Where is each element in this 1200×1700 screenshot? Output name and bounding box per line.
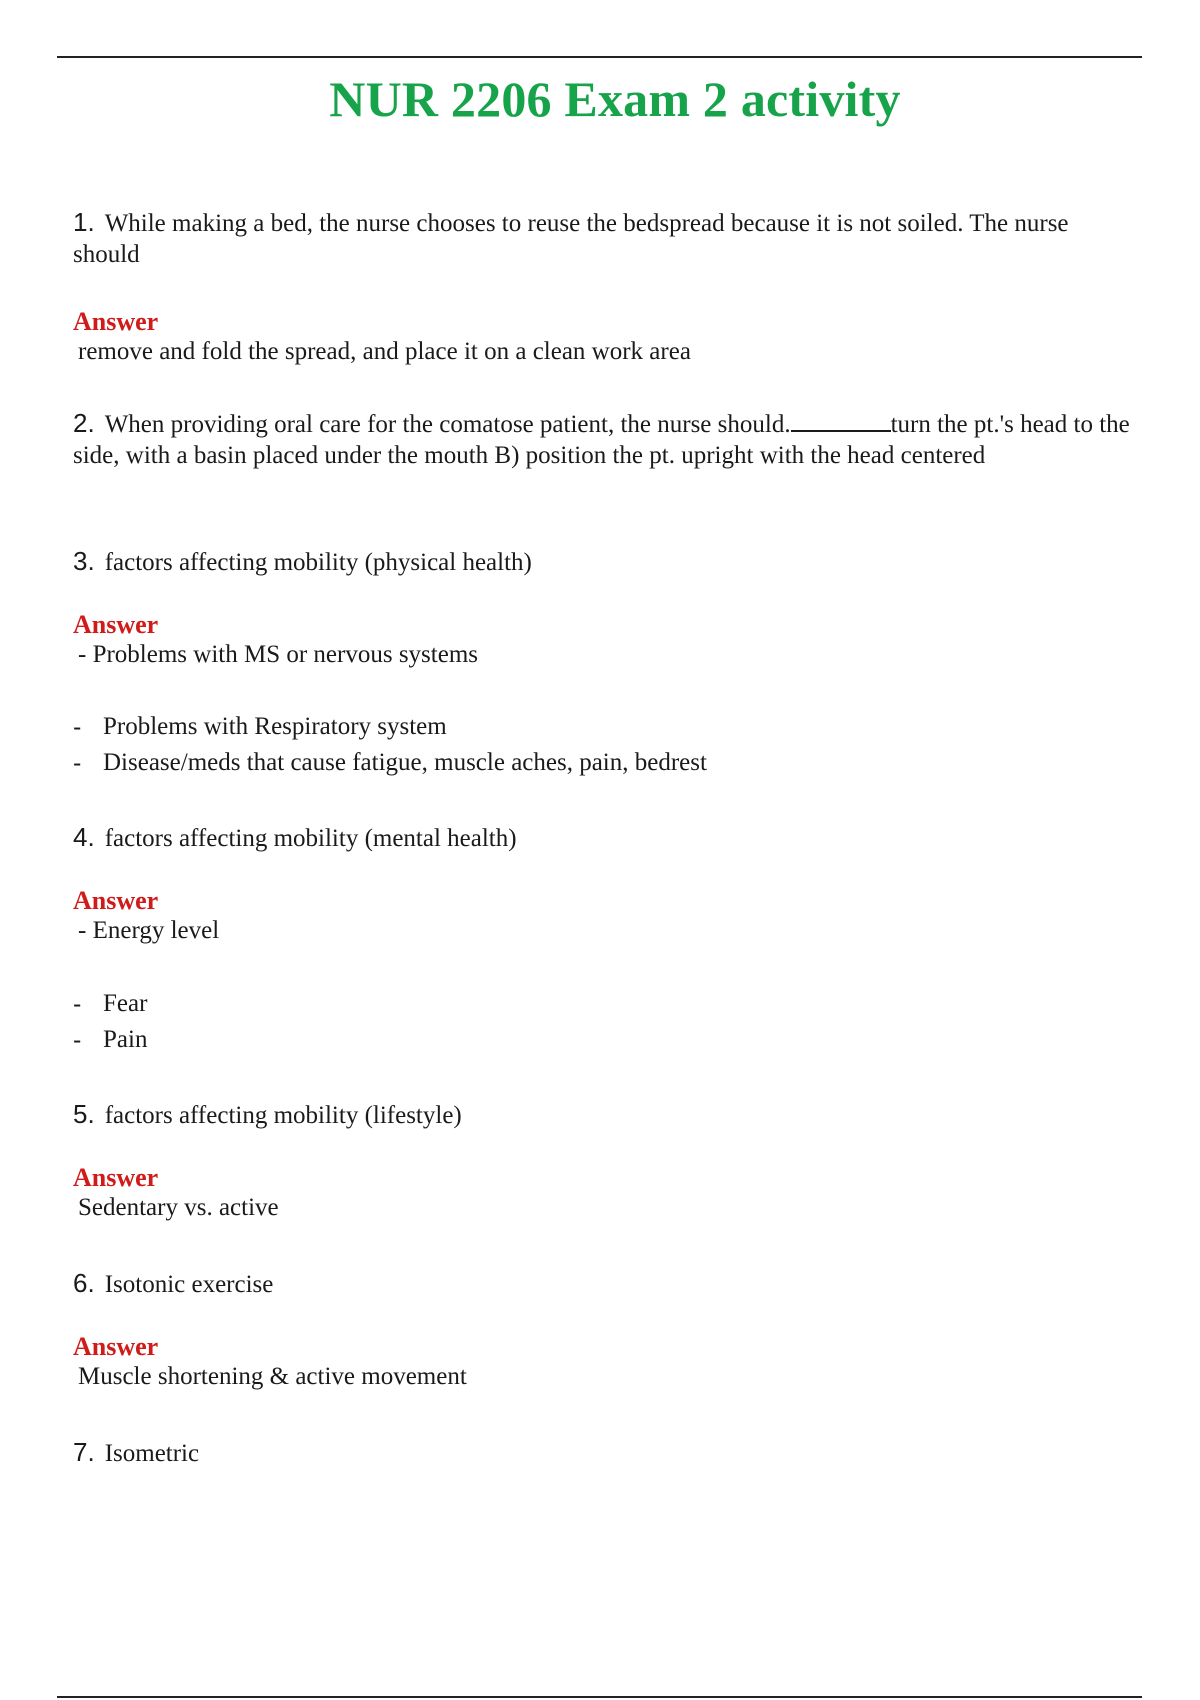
answer-text: - Problems with MS or nervous systems xyxy=(78,641,478,668)
question-6 xyxy=(73,1268,1133,1300)
answer-5 xyxy=(73,1163,1133,1223)
list-item xyxy=(73,709,1133,745)
answer-label: Answer xyxy=(73,1163,159,1192)
list-item xyxy=(73,745,1133,781)
answer-3 xyxy=(73,610,1133,670)
bullet-list xyxy=(73,709,1133,781)
fill-in-blank xyxy=(791,408,891,432)
question-number: 6. xyxy=(73,1268,95,1298)
answer-label: Answer xyxy=(73,886,159,915)
answer-label: Answer xyxy=(73,610,159,639)
top-rule xyxy=(57,56,1142,58)
answer-text: Sedentary vs. active xyxy=(78,1194,279,1221)
question-1-text xyxy=(73,207,1133,270)
document-title: NUR 2206 Exam 2 activity xyxy=(329,71,901,127)
dash-marker: - xyxy=(73,713,82,741)
question-prompt: When providing oral care for the comatose patient, the nurse should. xyxy=(104,411,791,438)
question-prompt: Isotonic exercise xyxy=(104,1271,274,1298)
answer-6 xyxy=(73,1332,1133,1392)
question-prompt-continued: turn the pt.'s head to the side, with a basin placed under the mouth B) position the pt. upright with the head centered xyxy=(73,411,1130,469)
list-item-text: Disease/meds that cause fatigue, muscle aches, pain, bedrest xyxy=(103,749,707,776)
answer-4-bullets xyxy=(73,986,1133,1058)
list-item-text: Fear xyxy=(103,990,148,1017)
question-6-text xyxy=(73,1268,1133,1300)
question-7 xyxy=(73,1437,1133,1469)
question-prompt: factors affecting mobility (mental health) xyxy=(104,825,517,852)
question-number: 4. xyxy=(73,822,95,852)
answer-text: - Energy level xyxy=(78,917,220,944)
list-item-text: Pain xyxy=(103,1026,148,1053)
dash-marker: - xyxy=(73,1026,82,1054)
dash-marker: - xyxy=(73,749,82,777)
list-item xyxy=(73,1022,1133,1058)
question-5 xyxy=(73,1099,1133,1131)
question-4 xyxy=(73,822,1133,854)
answer-4 xyxy=(73,886,1133,946)
question-number: 1. xyxy=(73,207,95,237)
answer-text: remove and fold the spread, and place it on a clean work area xyxy=(78,338,691,365)
question-prompt: factors affecting mobility (lifestyle) xyxy=(104,1102,462,1129)
answer-text: Muscle shortening & active movement xyxy=(78,1363,467,1390)
question-prompt: While making a bed, the nurse chooses to reuse the bedspread because it is not soiled. The nurse should xyxy=(73,210,1069,268)
answer-label: Answer xyxy=(73,1332,159,1361)
answer-label: Answer xyxy=(73,307,159,336)
bottom-rule xyxy=(57,1696,1142,1698)
answer-3-bullets xyxy=(73,709,1133,781)
dash-marker: - xyxy=(73,990,82,1018)
list-item xyxy=(73,986,1133,1022)
question-2-text xyxy=(73,408,1133,471)
list-item-text: Problems with Respiratory system xyxy=(103,713,447,740)
question-prompt: factors affecting mobility (physical health) xyxy=(104,549,532,576)
question-number: 2. xyxy=(73,408,95,438)
question-number: 3. xyxy=(73,546,95,576)
question-4-text xyxy=(73,822,1133,854)
question-number: 7. xyxy=(73,1437,95,1467)
question-2 xyxy=(73,408,1133,471)
answer-1 xyxy=(73,307,1133,367)
question-number: 5. xyxy=(73,1099,95,1129)
question-3-text xyxy=(73,546,1133,578)
question-7-text xyxy=(73,1437,1133,1469)
question-5-text xyxy=(73,1099,1133,1131)
question-prompt: Isometric xyxy=(104,1440,200,1467)
question-3 xyxy=(73,546,1133,578)
bullet-list xyxy=(73,986,1133,1058)
question-1 xyxy=(73,207,1133,270)
